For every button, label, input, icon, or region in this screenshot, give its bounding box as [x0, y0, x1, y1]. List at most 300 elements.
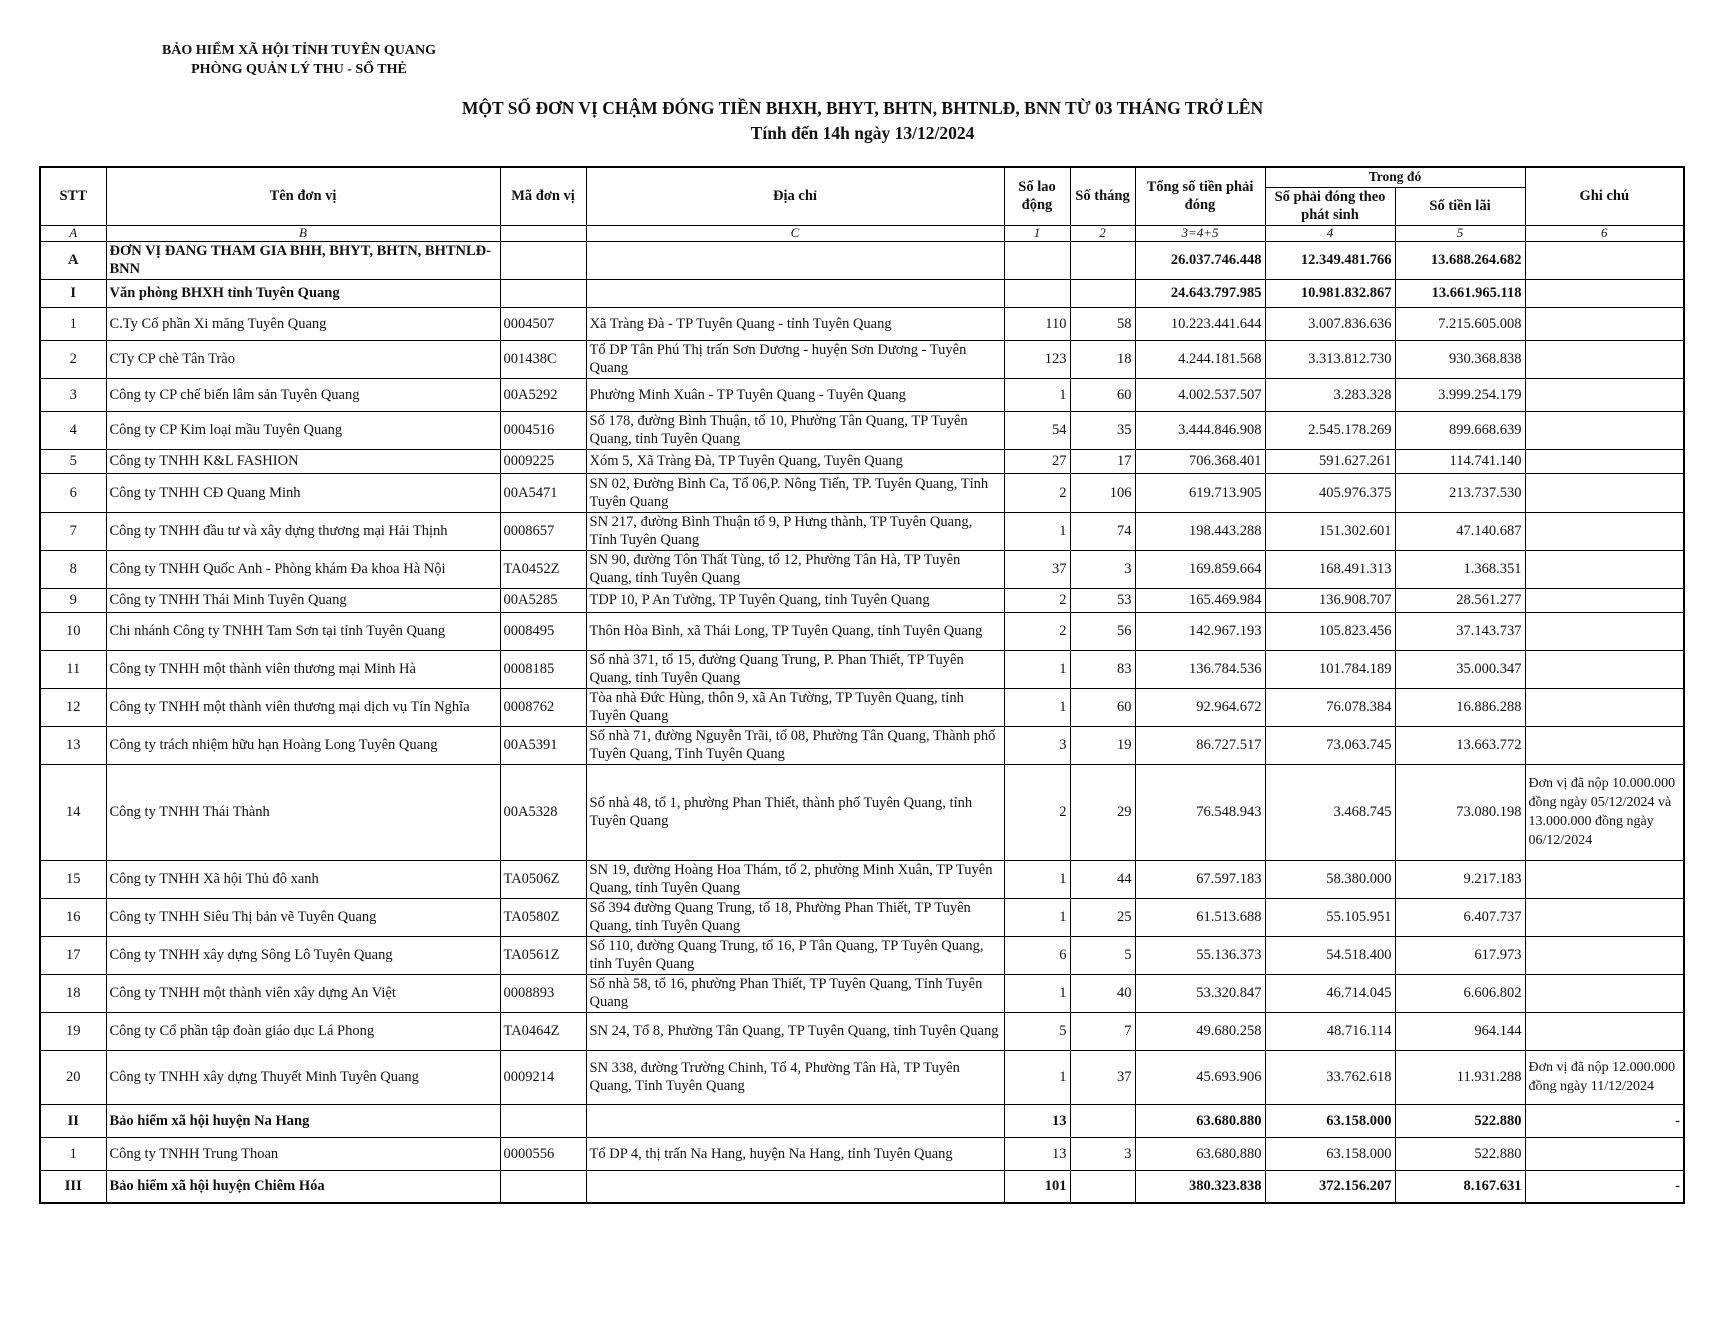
row-note: Đơn vị đã nộp 10.000.000 đồng ngày 05/12/2024 và 13.000.000 đồng ngày 06/12/2024 [1525, 764, 1684, 860]
row-total: 169.859.664 [1135, 550, 1265, 588]
row-code: 00A5391 [500, 726, 586, 764]
row-principal: 55.105.951 [1265, 898, 1395, 936]
subtitle-line: Tính đến 14h ngày 13/12/2024 [750, 123, 975, 143]
row-principal: 46.714.045 [1265, 974, 1395, 1012]
row-name: Công ty CP Kim loại mầu Tuyên Quang [106, 411, 500, 449]
row-name: ĐƠN VỊ ĐANG THAM GIA BHH, BHYT, BHTN, BHTNLĐ-BNN [106, 241, 500, 279]
row-months [1070, 241, 1135, 279]
row-code: 0008657 [500, 512, 586, 550]
row-code: 00A5328 [500, 764, 586, 860]
row-months: 3 [1070, 550, 1135, 588]
row-workers: 54 [1004, 411, 1070, 449]
row-principal: 76.078.384 [1265, 688, 1395, 726]
col-total: Tổng số tiền phải đóng [1135, 167, 1265, 225]
col-name: Tên đơn vị [106, 167, 500, 225]
index-cell: 5 [1395, 225, 1525, 241]
row-principal: 3.007.836.636 [1265, 307, 1395, 340]
row-code: 00A5285 [500, 588, 586, 612]
col-workers: Số lao động [1004, 167, 1070, 225]
row-name: Công ty TNHH Thái Minh Tuyên Quang [106, 588, 500, 612]
row-code: TA0464Z [500, 1012, 586, 1050]
table-row [40, 241, 1684, 279]
row-address: Số nhà 71, đường Nguyễn Trãi, tổ 08, Phường Tân Quang, Thành phố Tuyên Quang, Tỉnh Tuyên Quang [586, 726, 1004, 764]
debt-table [39, 166, 1685, 1204]
row-stt: 7 [40, 512, 106, 550]
row-months: 44 [1070, 860, 1135, 898]
row-months: 106 [1070, 473, 1135, 512]
index-cell: 4 [1265, 225, 1395, 241]
row-name: CTy CP chè Tân Trào [106, 340, 500, 378]
row-code [500, 279, 586, 307]
table-row [40, 1012, 1684, 1050]
row-stt: 15 [40, 860, 106, 898]
row-address: SN 338, đường Trường Chinh, Tổ 4, Phường Tân Hà, TP Tuyên Quang, Tỉnh Tuyên Quang [586, 1050, 1004, 1104]
row-workers: 1 [1004, 650, 1070, 688]
index-cell: C [586, 225, 1004, 241]
row-name: Công ty TNHH một thành viên thương mại Minh Hà [106, 650, 500, 688]
row-note: Đơn vị đã nộp 12.000.000 đồng ngày 11/12/2024 [1525, 1050, 1684, 1104]
row-months: 35 [1070, 411, 1135, 449]
row-total: 380.323.838 [1135, 1170, 1265, 1203]
table-row [40, 936, 1684, 974]
row-interest: 7.215.605.008 [1395, 307, 1525, 340]
row-address: Số 110, đường Quang Trung, tổ 16, P Tân Quang, TP Tuyên Quang, tỉnh Tuyên Quang [586, 936, 1004, 974]
row-name: Công ty TNHH Siêu Thị bản vẽ Tuyên Quang [106, 898, 500, 936]
row-address [586, 241, 1004, 279]
row-interest: 6.606.802 [1395, 974, 1525, 1012]
row-interest: 73.080.198 [1395, 764, 1525, 860]
row-stt: 16 [40, 898, 106, 936]
row-address: Số nhà 48, tổ 1, phường Phan Thiết, thành phố Tuyên Quang, tỉnh Tuyên Quang [586, 764, 1004, 860]
row-name: Công ty CP chế biến lâm sản Tuyên Quang [106, 378, 500, 411]
table-row [40, 550, 1684, 588]
row-months: 17 [1070, 449, 1135, 473]
row-name: Chi nhánh Công ty TNHH Tam Sơn tại tỉnh Tuyên Quang [106, 612, 500, 650]
col-group: Trong đó [1265, 167, 1525, 187]
col-interest: Số tiền lãi [1395, 187, 1525, 225]
row-interest: 47.140.687 [1395, 512, 1525, 550]
row-workers: 1 [1004, 974, 1070, 1012]
row-note [1525, 449, 1684, 473]
row-stt: III [40, 1170, 106, 1203]
row-total: 198.443.288 [1135, 512, 1265, 550]
row-code: 0004516 [500, 411, 586, 449]
row-principal: 168.491.313 [1265, 550, 1395, 588]
row-total: 136.784.536 [1135, 650, 1265, 688]
row-workers: 110 [1004, 307, 1070, 340]
row-principal: 10.981.832.867 [1265, 279, 1395, 307]
row-code: 0008893 [500, 974, 586, 1012]
row-total: 45.693.906 [1135, 1050, 1265, 1104]
row-workers: 27 [1004, 449, 1070, 473]
row-note [1525, 650, 1684, 688]
row-workers [1004, 241, 1070, 279]
row-note [1525, 726, 1684, 764]
title-line: MỘT SỐ ĐƠN VỊ CHẬM ĐÓNG TIỀN BHXH, BHYT, BHTN, BHTNLĐ, BNN TỪ 03 THÁNG TRỞ LÊN [461, 98, 1264, 118]
row-total: 53.320.847 [1135, 974, 1265, 1012]
index-cell: B [106, 225, 500, 241]
row-code [500, 1104, 586, 1137]
col-address: Địa chỉ [586, 167, 1004, 225]
row-principal: 105.823.456 [1265, 612, 1395, 650]
row-workers: 123 [1004, 340, 1070, 378]
row-name: Bảo hiểm xã hội huyện Na Hang [106, 1104, 500, 1137]
row-total: 24.643.797.985 [1135, 279, 1265, 307]
row-note [1525, 1012, 1684, 1050]
row-total: 67.597.183 [1135, 860, 1265, 898]
row-workers: 1 [1004, 512, 1070, 550]
index-cell: 6 [1525, 225, 1684, 241]
row-stt: 3 [40, 378, 106, 411]
row-stt: 6 [40, 473, 106, 512]
row-workers: 5 [1004, 1012, 1070, 1050]
table-row [40, 1170, 1684, 1203]
row-workers: 6 [1004, 936, 1070, 974]
row-name: Công ty TNHH Trung Thoan [106, 1137, 500, 1170]
row-name: Công ty trách nhiệm hữu hạn Hoàng Long Tuyên Quang [106, 726, 500, 764]
col-code: Mã đơn vị [500, 167, 586, 225]
row-stt: 9 [40, 588, 106, 612]
row-total: 165.469.984 [1135, 588, 1265, 612]
row-principal: 101.784.189 [1265, 650, 1395, 688]
row-total: 55.136.373 [1135, 936, 1265, 974]
table-row [40, 279, 1684, 307]
col-stt: STT [40, 167, 106, 225]
index-row [40, 225, 1684, 241]
row-months: 60 [1070, 378, 1135, 411]
table-row [40, 411, 1684, 449]
row-note [1525, 898, 1684, 936]
table-row [40, 898, 1684, 936]
col-note: Ghi chú [1525, 167, 1684, 225]
row-code: 0009214 [500, 1050, 586, 1104]
row-interest: 28.561.277 [1395, 588, 1525, 612]
row-address: SN 02, Đường Bình Ca, Tổ 06,P. Nông Tiến, TP. Tuyên Quang, Tỉnh Tuyên Quang [586, 473, 1004, 512]
row-note [1525, 378, 1684, 411]
row-name: Công ty TNHH xây dựng Sông Lô Tuyên Quang [106, 936, 500, 974]
row-note [1525, 550, 1684, 588]
row-note [1525, 512, 1684, 550]
row-code: 00A5292 [500, 378, 586, 411]
row-name: Công ty TNHH Xã hội Thủ đô xanh [106, 860, 500, 898]
row-stt: 19 [40, 1012, 106, 1050]
row-code: 0000556 [500, 1137, 586, 1170]
table-row [40, 588, 1684, 612]
row-stt: 4 [40, 411, 106, 449]
row-name: Công ty TNHH Thái Thành [106, 764, 500, 860]
row-note [1525, 279, 1684, 307]
row-months: 56 [1070, 612, 1135, 650]
table-header [40, 167, 1684, 241]
row-total: 76.548.943 [1135, 764, 1265, 860]
row-principal: 12.349.481.766 [1265, 241, 1395, 279]
row-interest: 964.144 [1395, 1012, 1525, 1050]
row-months: 74 [1070, 512, 1135, 550]
table-row [40, 764, 1684, 860]
row-stt: 5 [40, 449, 106, 473]
row-interest: 37.143.737 [1395, 612, 1525, 650]
row-months: 58 [1070, 307, 1135, 340]
row-note [1525, 307, 1684, 340]
index-cell: A [40, 225, 106, 241]
row-principal: 3.283.328 [1265, 378, 1395, 411]
row-workers: 2 [1004, 764, 1070, 860]
table-row [40, 473, 1684, 512]
row-address: Xóm 5, Xã Tràng Đà, TP Tuyên Quang, Tuyên Quang [586, 449, 1004, 473]
row-stt: 8 [40, 550, 106, 588]
row-months: 83 [1070, 650, 1135, 688]
org-line-1: BẢO HIỂM XÃ HỘI TỈNH TUYÊN QUANG [161, 43, 437, 58]
row-principal: 63.158.000 [1265, 1104, 1395, 1137]
row-code: 0008185 [500, 650, 586, 688]
row-principal: 48.716.114 [1265, 1012, 1395, 1050]
table-row [40, 512, 1684, 550]
row-note [1525, 974, 1684, 1012]
row-interest: 522.880 [1395, 1104, 1525, 1137]
row-interest: 3.999.254.179 [1395, 378, 1525, 411]
row-workers: 2 [1004, 588, 1070, 612]
table-row [40, 612, 1684, 650]
row-code: TA0580Z [500, 898, 586, 936]
row-total: 142.967.193 [1135, 612, 1265, 650]
row-total: 3.444.846.908 [1135, 411, 1265, 449]
table-row [40, 378, 1684, 411]
row-workers: 13 [1004, 1137, 1070, 1170]
row-stt: 1 [40, 1137, 106, 1170]
row-principal: 405.976.375 [1265, 473, 1395, 512]
row-interest: 114.741.140 [1395, 449, 1525, 473]
row-stt: 20 [40, 1050, 106, 1104]
index-cell: 3=4+5 [1135, 225, 1265, 241]
row-note [1525, 588, 1684, 612]
row-name: C.Ty Cổ phần Xi măng Tuyên Quang [106, 307, 500, 340]
row-interest: 8.167.631 [1395, 1170, 1525, 1203]
row-address: Xã Tràng Đà - TP Tuyên Quang - tỉnh Tuyên Quang [586, 307, 1004, 340]
row-total: 619.713.905 [1135, 473, 1265, 512]
row-stt: 13 [40, 726, 106, 764]
row-name: Công ty TNHH Quốc Anh - Phòng khám Đa khoa Hà Nội [106, 550, 500, 588]
index-cell: 1 [1004, 225, 1070, 241]
row-address: Số 178, đường Bình Thuận, tổ 10, Phường Tân Quang, TP Tuyên Quang, tỉnh Tuyên Quang [586, 411, 1004, 449]
row-note [1525, 411, 1684, 449]
row-code: 00A5471 [500, 473, 586, 512]
row-address: Tổ DP Tân Phú Thị trấn Sơn Dương - huyện Sơn Dương - Tuyên Quang [586, 340, 1004, 378]
col-principal: Số phải đóng theo phát sinh [1265, 187, 1395, 225]
table-row [40, 1050, 1684, 1104]
row-interest: 13.663.772 [1395, 726, 1525, 764]
row-address: SN 217, đường Bình Thuận tổ 9, P Hưng thành, TP Tuyên Quang, Tỉnh Tuyên Quang [586, 512, 1004, 550]
row-note [1525, 936, 1684, 974]
row-note [1525, 473, 1684, 512]
row-total: 86.727.517 [1135, 726, 1265, 764]
row-months: 53 [1070, 588, 1135, 612]
row-total: 4.002.537.507 [1135, 378, 1265, 411]
row-note [1525, 612, 1684, 650]
row-workers: 1 [1004, 378, 1070, 411]
col-months: Số tháng [1070, 167, 1135, 225]
row-address: Tòa nhà Đức Hùng, thôn 9, xã An Tường, TP Tuyên Quang, tỉnh Tuyên Quang [586, 688, 1004, 726]
row-principal: 136.908.707 [1265, 588, 1395, 612]
row-code [500, 1170, 586, 1203]
row-principal: 151.302.601 [1265, 512, 1395, 550]
row-stt: 1 [40, 307, 106, 340]
row-address: TDP 10, P An Tường, TP Tuyên Quang, tỉnh Tuyên Quang [586, 588, 1004, 612]
row-total: 26.037.746.448 [1135, 241, 1265, 279]
row-principal: 33.762.618 [1265, 1050, 1395, 1104]
row-months: 3 [1070, 1137, 1135, 1170]
row-name: Công ty TNHH xây dựng Thuyết Minh Tuyên Quang [106, 1050, 500, 1104]
row-code: TA0561Z [500, 936, 586, 974]
row-principal: 63.158.000 [1265, 1137, 1395, 1170]
row-principal: 3.313.812.730 [1265, 340, 1395, 378]
row-stt: 17 [40, 936, 106, 974]
row-interest: 213.737.530 [1395, 473, 1525, 512]
row-address: Số nhà 371, tổ 15, đường Quang Trung, P. Phan Thiết, TP Tuyên Quang, tỉnh Tuyên Quang [586, 650, 1004, 688]
row-address: SN 19, đường Hoàng Hoa Thám, tổ 2, phường Minh Xuân, TP Tuyên Quang, tỉnh Tuyên Quang [586, 860, 1004, 898]
row-address: Số nhà 58, tổ 16, phường Phan Thiết, TP Tuyên Quang, Tỉnh Tuyên Quang [586, 974, 1004, 1012]
row-total: 49.680.258 [1135, 1012, 1265, 1050]
row-total: 706.368.401 [1135, 449, 1265, 473]
row-code: TA0506Z [500, 860, 586, 898]
row-months [1070, 279, 1135, 307]
row-stt: 18 [40, 974, 106, 1012]
row-name: Bảo hiểm xã hội huyện Chiêm Hóa [106, 1170, 500, 1203]
row-address: SN 24, Tổ 8, Phường Tân Quang, TP Tuyên Quang, tỉnh Tuyên Quang [586, 1012, 1004, 1050]
row-principal: 58.380.000 [1265, 860, 1395, 898]
row-months: 29 [1070, 764, 1135, 860]
row-interest: 13.688.264.682 [1395, 241, 1525, 279]
table-row [40, 449, 1684, 473]
row-workers: 37 [1004, 550, 1070, 588]
row-name: Công ty TNHH một thành viên thương mại dịch vụ Tín Nghĩa [106, 688, 500, 726]
row-code: 0008762 [500, 688, 586, 726]
row-note [1525, 340, 1684, 378]
row-stt: 11 [40, 650, 106, 688]
table-row [40, 974, 1684, 1012]
row-total: 61.513.688 [1135, 898, 1265, 936]
row-stt: 12 [40, 688, 106, 726]
row-workers: 13 [1004, 1104, 1070, 1137]
row-code: 001438C [500, 340, 586, 378]
row-code: 0009225 [500, 449, 586, 473]
row-code: 0004507 [500, 307, 586, 340]
row-stt: 2 [40, 340, 106, 378]
row-interest: 6.407.737 [1395, 898, 1525, 936]
table-row [40, 307, 1684, 340]
row-note [1525, 688, 1684, 726]
table-row [40, 860, 1684, 898]
table-row [40, 726, 1684, 764]
row-code: TA0452Z [500, 550, 586, 588]
row-note [1525, 1137, 1684, 1170]
row-interest: 899.668.639 [1395, 411, 1525, 449]
row-months [1070, 1170, 1135, 1203]
row-address: SN 90, đường Tôn Thất Tùng, tổ 12, Phường Tân Hà, TP Tuyên Quang, tỉnh Tuyên Quang [586, 550, 1004, 588]
table-row [40, 1104, 1684, 1137]
row-workers: 1 [1004, 898, 1070, 936]
row-name: Công ty Cổ phần tập đoàn giáo dục Lá Phong [106, 1012, 500, 1050]
row-total: 63.680.880 [1135, 1137, 1265, 1170]
row-note [1525, 860, 1684, 898]
row-total: 4.244.181.568 [1135, 340, 1265, 378]
row-name: Công ty TNHH K&L FASHION [106, 449, 500, 473]
table-row [40, 688, 1684, 726]
row-months: 60 [1070, 688, 1135, 726]
row-interest: 522.880 [1395, 1137, 1525, 1170]
table-body [40, 241, 1684, 1203]
row-address: Thôn Hòa Bình, xã Thái Long, TP Tuyên Quang, tỉnh Tuyên Quang [586, 612, 1004, 650]
row-months: 7 [1070, 1012, 1135, 1050]
row-note [1525, 241, 1684, 279]
row-interest: 1.368.351 [1395, 550, 1525, 588]
table-row [40, 1137, 1684, 1170]
row-stt: II [40, 1104, 106, 1137]
row-principal: 54.518.400 [1265, 936, 1395, 974]
row-total: 92.964.672 [1135, 688, 1265, 726]
row-stt: A [40, 241, 106, 279]
row-months: 25 [1070, 898, 1135, 936]
row-workers: 2 [1004, 612, 1070, 650]
row-name: Công ty TNHH đầu tư và xây dựng thương mại Hải Thịnh [106, 512, 500, 550]
row-principal: 372.156.207 [1265, 1170, 1395, 1203]
row-address: Số 394 đường Quang Trung, tổ 18, Phường Phan Thiết, TP Tuyên Quang, tỉnh Tuyên Quang [586, 898, 1004, 936]
row-workers: 3 [1004, 726, 1070, 764]
row-note: - [1525, 1104, 1684, 1137]
index-cell [500, 225, 586, 241]
row-workers: 1 [1004, 860, 1070, 898]
row-months [1070, 1104, 1135, 1137]
row-name: Công ty TNHH CĐ Quang Minh [106, 473, 500, 512]
index-cell: 2 [1070, 225, 1135, 241]
row-principal: 591.627.261 [1265, 449, 1395, 473]
row-workers: 1 [1004, 688, 1070, 726]
row-workers: 101 [1004, 1170, 1070, 1203]
row-months: 19 [1070, 726, 1135, 764]
row-interest: 11.931.288 [1395, 1050, 1525, 1104]
row-stt: 10 [40, 612, 106, 650]
row-workers [1004, 279, 1070, 307]
row-note: - [1525, 1170, 1684, 1203]
row-months: 37 [1070, 1050, 1135, 1104]
row-total: 63.680.880 [1135, 1104, 1265, 1137]
row-stt: 14 [40, 764, 106, 860]
row-interest: 617.973 [1395, 936, 1525, 974]
row-code: 0008495 [500, 612, 586, 650]
row-months: 40 [1070, 974, 1135, 1012]
row-months: 18 [1070, 340, 1135, 378]
row-workers: 1 [1004, 1050, 1070, 1104]
row-address [586, 1104, 1004, 1137]
row-interest: 16.886.288 [1395, 688, 1525, 726]
row-address: Tổ DP 4, thị trấn Na Hang, huyện Na Hang, tỉnh Tuyên Quang [586, 1137, 1004, 1170]
row-interest: 35.000.347 [1395, 650, 1525, 688]
table-row [40, 650, 1684, 688]
row-principal: 3.468.745 [1265, 764, 1395, 860]
row-interest: 9.217.183 [1395, 860, 1525, 898]
row-total: 10.223.441.644 [1135, 307, 1265, 340]
row-name: Công ty TNHH một thành viên xây dựng An Việt [106, 974, 500, 1012]
row-workers: 2 [1004, 473, 1070, 512]
row-code [500, 241, 586, 279]
row-principal: 73.063.745 [1265, 726, 1395, 764]
row-months: 5 [1070, 936, 1135, 974]
org-line-2: PHÒNG QUẢN LÝ THU - SỔ THẺ [191, 62, 407, 77]
row-address [586, 279, 1004, 307]
report-title [0, 96, 1725, 146]
row-interest: 930.368.838 [1395, 340, 1525, 378]
org-header [99, 41, 499, 79]
row-address: Phường Minh Xuân - TP Tuyên Quang - Tuyên Quang [586, 378, 1004, 411]
